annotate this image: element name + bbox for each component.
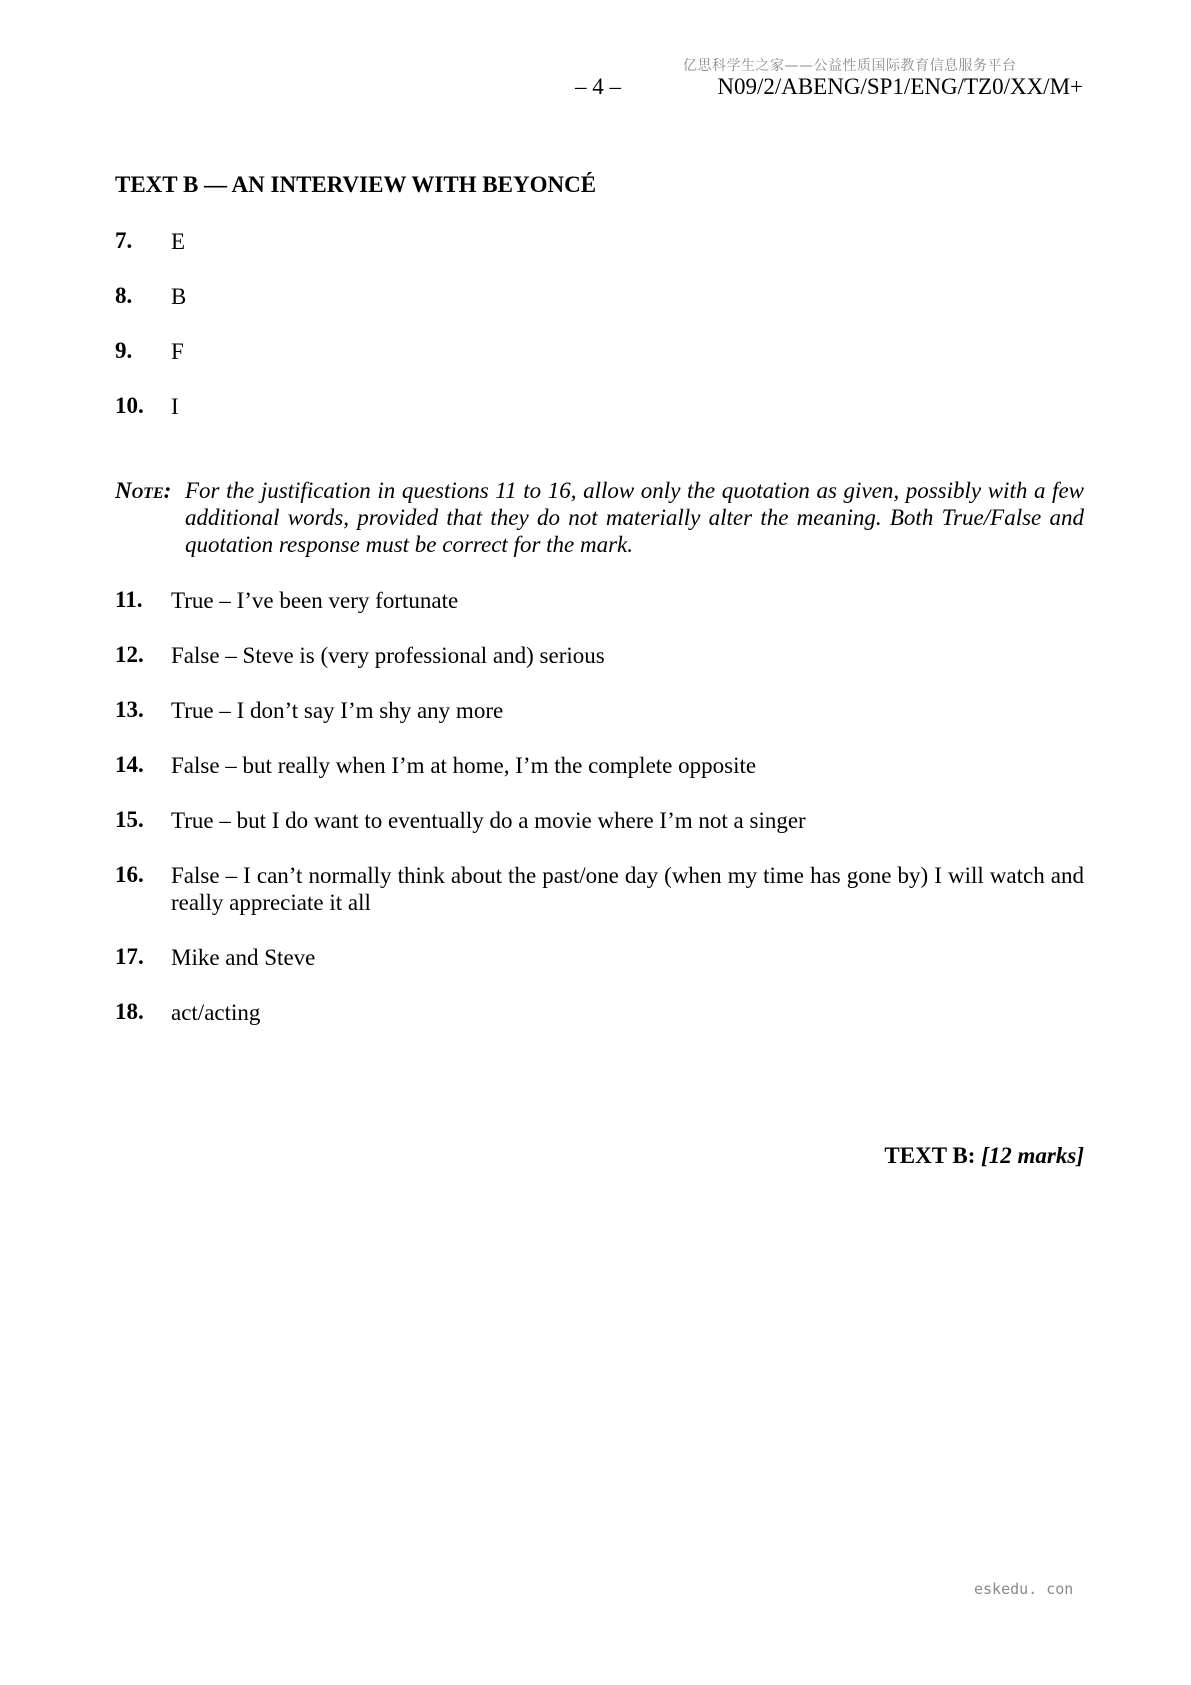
answer-text: False – I can’t normally think about the past/one day (when my time has gone by) I will watch and really appreciate it all: [171, 863, 1084, 915]
watermark-bottom: eskedu. con: [974, 1580, 1074, 1598]
question-number: 15.: [115, 807, 144, 832]
question-number: 14.: [115, 752, 144, 777]
question-number: 9.: [115, 338, 133, 363]
question-number: 11.: [115, 587, 143, 612]
answer-text: F: [171, 339, 184, 364]
section-total: [884, 1143, 1084, 1169]
total-label: TEXT B:: [884, 1143, 976, 1168]
question-number: 17.: [115, 944, 144, 969]
question-number: 13.: [115, 697, 144, 722]
answer-text: E: [171, 229, 186, 254]
document-code: N09/2/ABENG/SP1/ENG/TZ0/XX/M+: [717, 74, 1083, 99]
question-number: 8.: [115, 283, 133, 308]
answer-text: Mike and Steve: [171, 945, 316, 970]
question-number: 18.: [115, 999, 144, 1024]
answer-text: I: [171, 394, 179, 419]
answer-text: act/acting: [171, 1000, 261, 1025]
section-title: TEXT B — AN INTERVIEW WITH BEYONCÉ: [115, 172, 597, 197]
note-label: Note:: [115, 478, 172, 503]
question-number: 12.: [115, 642, 144, 667]
question-number: 10.: [115, 393, 144, 418]
marking-note: [115, 477, 1084, 558]
answer-text: False – Steve is (very professional and) serious: [171, 643, 605, 668]
watermark-top: 亿思科学生之家——公益性质国际教育信息服务平台: [683, 58, 1017, 74]
answer-text: True – but I do want to eventually do a movie where I’m not a singer: [171, 808, 806, 833]
page-number: – 4 –: [575, 74, 621, 99]
note-text: For the justification in questions 11 to 16, allow only the quotation as given, possibly with a few additional words, provided that they do not materially alter the meaning. Both True/False and quotation response must be correct for the mark.: [185, 478, 1084, 557]
answer-text: True – I’ve been very fortunate: [171, 588, 459, 613]
answer-text: B: [171, 284, 187, 309]
answer-text: True – I don’t say I’m shy any more: [171, 698, 504, 723]
question-number: 7.: [115, 228, 133, 253]
question-number: 16.: [115, 862, 144, 887]
total-marks: [12 marks]: [981, 1143, 1084, 1168]
answer-text: False – but really when I’m at home, I’m the complete opposite: [171, 753, 757, 778]
